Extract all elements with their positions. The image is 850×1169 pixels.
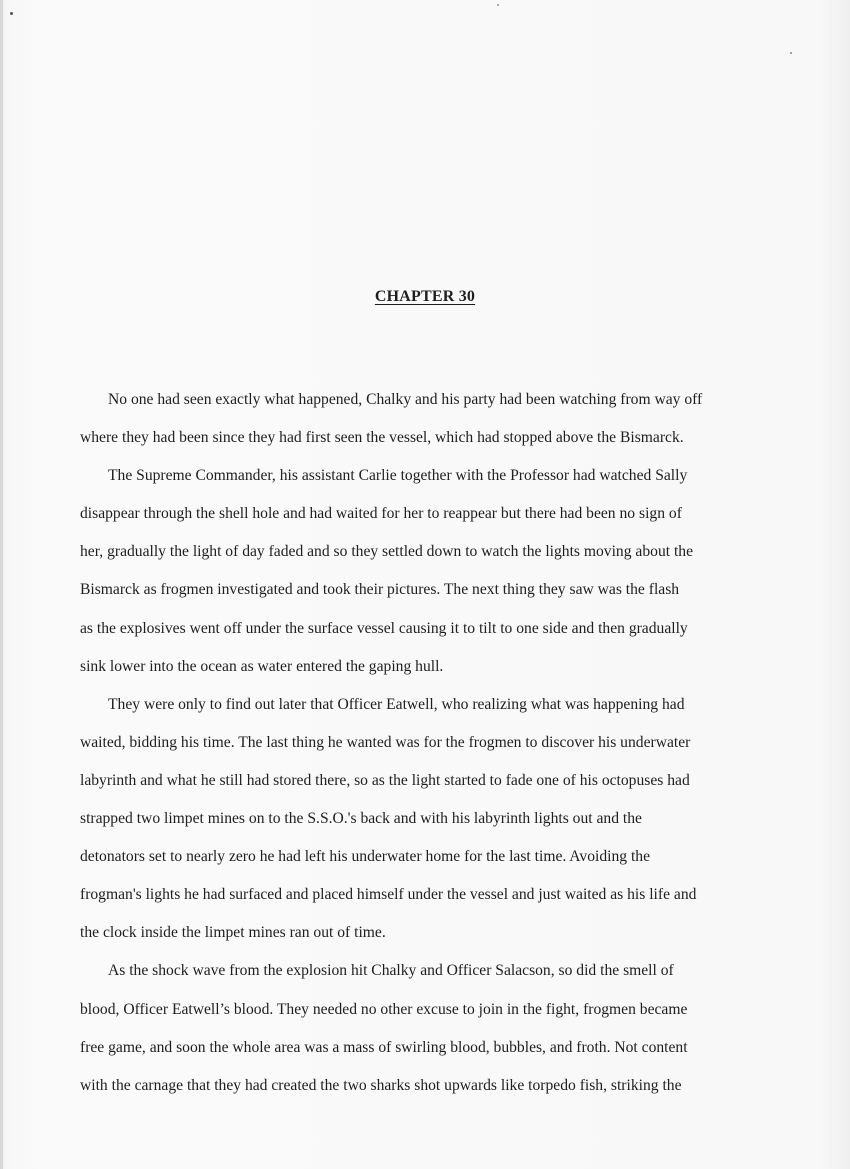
text-line: with the carnage that they had created the two sharks shot upwards like torpedo fish, striking the: [80, 1076, 682, 1094]
text-line: detonators set to nearly zero he had left his underwater home for the last time. Avoiding the: [80, 848, 651, 866]
chapter-title: [0, 288, 850, 306]
text-line: her, gradually the light of day faded and so they settled down to watch the lights moving about the: [80, 543, 694, 561]
text-line: strapped two limpet mines on to the S.S.O.'s back and with his labyrinth lights out and the: [80, 810, 642, 828]
text-line: the clock inside the limpet mines ran out of time.: [80, 924, 386, 942]
text-line: waited, bidding his time. The last thing he wanted was for the frogmen to discover his underwater: [80, 733, 691, 751]
text-line: as the explosives went off under the surface vessel causing it to tilt to one side and then gradually: [80, 619, 688, 637]
scan-speck: [790, 52, 792, 54]
text-line: The Supreme Commander, his assistant Carlie together with the Professor had watched Sally: [108, 467, 688, 485]
text-line: labyrinth and what he still had stored there, so as the light started to fade one of his octopuses had: [80, 771, 690, 789]
text-line: No one had seen exactly what happened, Chalky and his party had been watching from way off: [108, 391, 703, 408]
body-text: [80, 381, 770, 1105]
page-edge: [0, 0, 3, 1169]
text-line: They were only to find out later that Officer Eatwell, who realizing what was happening had: [108, 695, 685, 713]
chapter-title-text: CHAPTER 30: [374, 288, 476, 305]
text-line: where they had been since they had first seen the vessel, which had stopped above the Bismarck.: [80, 429, 684, 447]
text-line: sink lower into the ocean as water entered the gaping hull.: [80, 657, 444, 675]
text-line: free game, and soon the whole area was a mass of swirling blood, bubbles, and froth. Not content: [80, 1038, 688, 1056]
text-line: blood, Officer Eatwell’s blood. They needed no other excuse to join in the fight, frogmen became: [80, 1000, 688, 1018]
text-line: frogman's lights he had surfaced and placed himself under the vessel and just waited as his life and: [80, 886, 697, 904]
scan-speck: [497, 4, 499, 6]
text-line: Bismarck as frogmen investigated and took their pictures. The next thing they saw was the flash: [80, 581, 680, 599]
text-line: As the shock wave from the explosion hit Chalky and Officer Salacson, so did the smell of: [108, 962, 674, 980]
scan-speck: [10, 12, 13, 15]
text-line: disappear through the shell hole and had waited for her to reappear but there had been no sign of: [80, 505, 682, 523]
